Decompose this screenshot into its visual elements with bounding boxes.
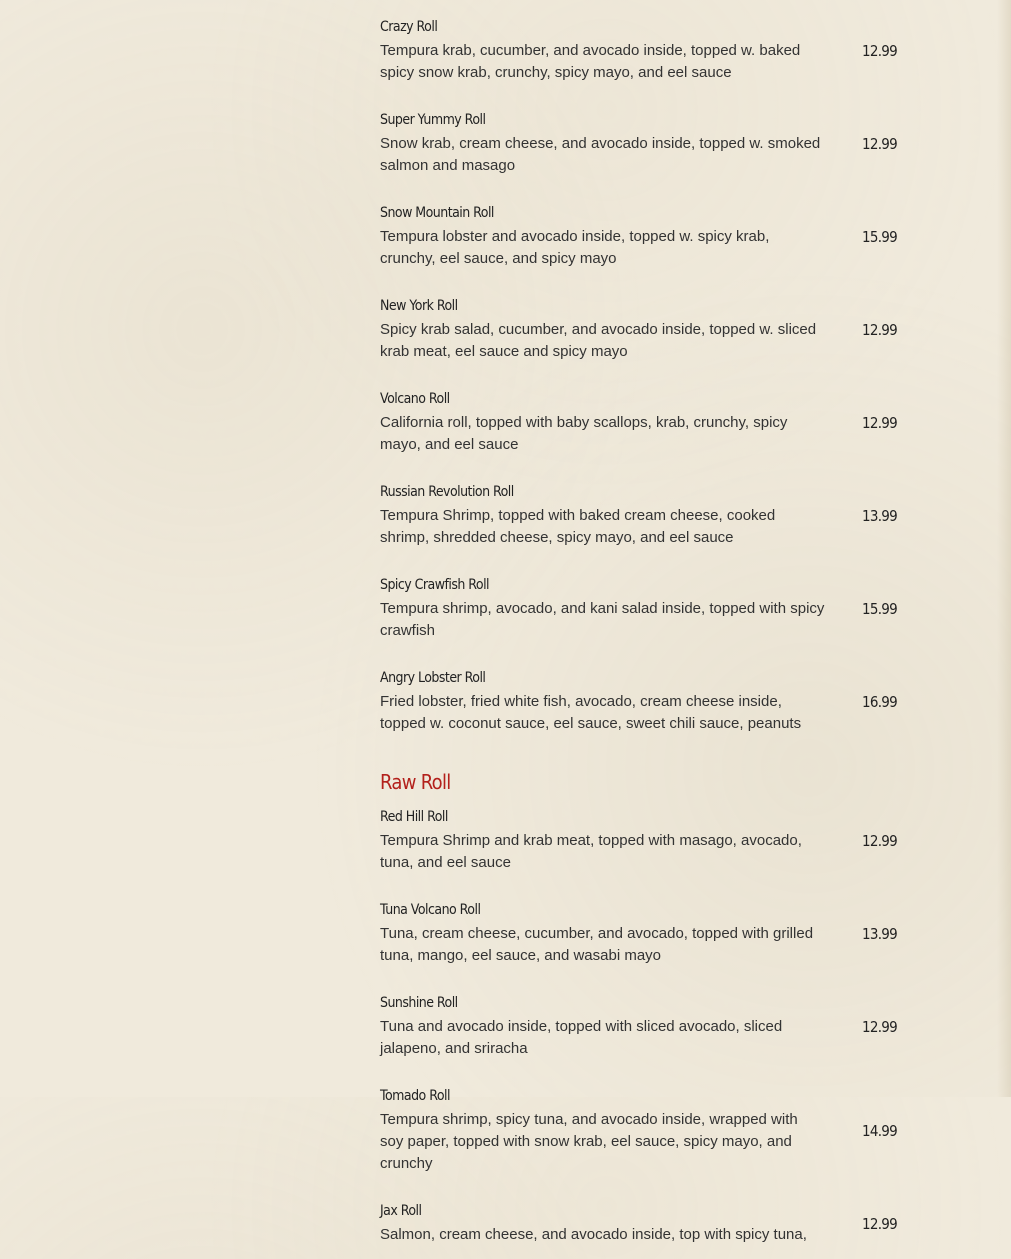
menu-item-description: Snow krab, cream cheese, and avocado inside, topped w. smoked salmon and masago bbox=[380, 135, 821, 174]
menu-item-description: Tuna and avocado inside, topped with sliced avocado, sliced jalapeno, and sriracha bbox=[380, 1018, 783, 1057]
menu-item-description: Fried lobster, fried white fish, avocado, cream cheese inside, topped w. coconut sauce, eel sauce, sweet chili sauce, peanuts bbox=[380, 693, 802, 732]
menu-item-name: Volcano Roll bbox=[380, 391, 450, 407]
menu-item-price: 16.99 bbox=[862, 692, 898, 711]
menu-item bbox=[380, 887, 900, 980]
menu-item-description: Spicy krab salad, cucumber, and avocado inside, topped w. sliced krab meat, eel sauce and spicy mayo bbox=[380, 321, 817, 360]
menu-item-name: Crazy Roll bbox=[380, 19, 438, 35]
menu-item-price: 12.99 bbox=[862, 413, 898, 432]
menu-item-description: California roll, topped with baby scallops, krab, crunchy, spicy mayo, and eel sauce bbox=[380, 414, 788, 453]
menu-item bbox=[380, 655, 900, 748]
menu-item-description: Tempura lobster and avocado inside, topped w. spicy krab, crunchy, eel sauce, and spicy mayo bbox=[380, 228, 770, 267]
raw-roll-list bbox=[380, 794, 900, 1259]
menu-item-description: Tempura shrimp, avocado, and kani salad inside, topped with spicy crawfish bbox=[380, 600, 825, 639]
page-edge-shadow bbox=[997, 0, 1011, 1097]
menu-item-price: 12.99 bbox=[862, 320, 898, 339]
menu-item bbox=[380, 376, 900, 469]
menu-item-price: 15.99 bbox=[862, 227, 898, 246]
menu-item-name: Red Hill Roll bbox=[380, 809, 448, 825]
menu-item-description: Tempura Shrimp, topped with baked cream cheese, cooked shrimp, shredded cheese, spicy mayo, and eel sauce bbox=[380, 507, 776, 546]
menu-item bbox=[380, 794, 900, 887]
menu-item-name: Angry Lobster Roll bbox=[380, 670, 486, 686]
menu-item-price: 13.99 bbox=[862, 924, 898, 943]
menu-item-name: New York Roll bbox=[380, 298, 458, 314]
menu-item-name: Snow Mountain Roll bbox=[380, 205, 494, 221]
menu-item-price: 13.99 bbox=[862, 506, 898, 525]
menu-item-description: Tempura krab, cucumber, and avocado inside, topped w. baked spicy snow krab, crunchy, spicy mayo, and eel sauce bbox=[380, 42, 801, 81]
menu-item-name: Spicy Crawfish Roll bbox=[380, 577, 490, 593]
menu-item bbox=[380, 190, 900, 283]
menu-item bbox=[380, 980, 900, 1073]
menu-item-price: 14.99 bbox=[862, 1121, 898, 1140]
menu-item bbox=[380, 4, 900, 97]
menu-item-price: 12.99 bbox=[862, 1214, 898, 1233]
menu-item-name: Super Yummy Roll bbox=[380, 112, 486, 128]
menu-item bbox=[380, 562, 900, 655]
menu-item-name: Russian Revolution Roll bbox=[380, 484, 514, 500]
menu-item-price: 12.99 bbox=[862, 41, 898, 60]
menu-item-price: 12.99 bbox=[862, 1017, 898, 1036]
menu-item-description: Salmon, cream cheese, and avocado inside, top with spicy tuna, bbox=[380, 1226, 807, 1243]
special-roll-list bbox=[380, 4, 900, 748]
menu-item-name: Tuna Volcano Roll bbox=[380, 902, 481, 918]
menu-item bbox=[380, 1188, 900, 1259]
menu-item bbox=[380, 283, 900, 376]
section-title-raw-roll: Raw Roll bbox=[380, 770, 451, 794]
menu-item bbox=[380, 469, 900, 562]
menu-item-description: Tempura shrimp, spicy tuna, and avocado inside, wrapped with soy paper, topped with snow krab, eel sauce, spicy mayo, and crunchy bbox=[380, 1111, 798, 1172]
menu-item-name: Sunshine Roll bbox=[380, 995, 458, 1011]
menu-item-price: 15.99 bbox=[862, 599, 898, 618]
menu-list bbox=[380, 0, 900, 1259]
menu-item-price: 12.99 bbox=[862, 831, 898, 850]
menu-item-name: Jax Roll bbox=[380, 1203, 422, 1219]
menu-item bbox=[380, 97, 900, 190]
menu-item-price: 12.99 bbox=[862, 134, 898, 153]
menu-item bbox=[380, 1073, 900, 1188]
menu-item-description: Tuna, cream cheese, cucumber, and avocado, topped with grilled tuna, mango, eel sauce, and wasabi mayo bbox=[380, 925, 814, 964]
menu-item-name: Tomado Roll bbox=[380, 1088, 450, 1104]
menu-item-description: Tempura Shrimp and krab meat, topped with masago, avocado, tuna, and eel sauce bbox=[380, 832, 802, 871]
